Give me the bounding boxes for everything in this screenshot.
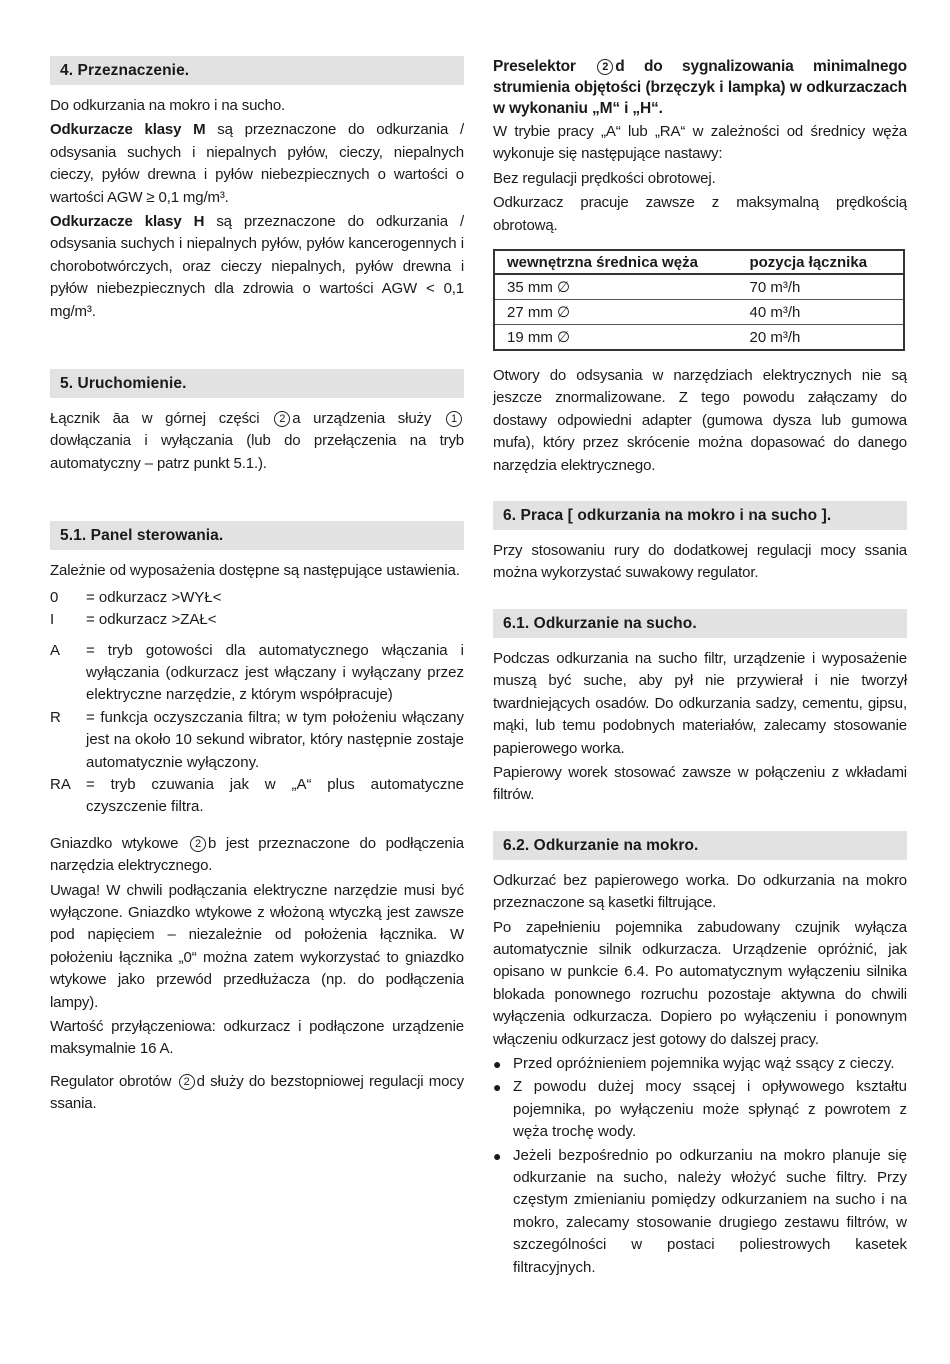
setting-value: = odkurzacz >WYŁ< (86, 588, 222, 606)
setting-row (50, 707, 464, 774)
settings-list (50, 587, 464, 819)
adapter-text: Otwory do odsysania w narzędziach elektrycznych nie są jeszcze znormalizowane. Z tego powodu załączamy do dostawy odpowiedni adapter (gumowa dysza lub gumowa mufa), który przez skrócenie można dopasować do danego narzędzia elektrycznego. (493, 367, 907, 474)
table-header: wewnętrzna średnica węża (494, 250, 749, 274)
class-m-text: są przeznaczone do odkurzania / odsysania suchych i niepalnych pyłów, cieczy, niepalnych cieczy, pyłów drewna i pyłów niebezpiecznych o wartości o wartości AGW ≥ 0,1 mg/m³. (50, 121, 464, 206)
preselector-text-2: Bez regulacji prędkości obrotowej. (493, 169, 716, 187)
socket-text-a: Gniazdko wtykowe (50, 834, 188, 852)
preselector-text-3: Odkurzacz pracuje zawsze z maksymalną prędkością obrotową. (493, 194, 907, 234)
preselector-text-1: W trybie pracy „A“ lub „RA“ w zależności od średnicy węża wykonuje się następujące nastawy: (493, 123, 907, 163)
callout-number: 2 (597, 59, 613, 75)
section-6-2-heading: 6.2. Odkurzanie na mokro. (493, 831, 907, 860)
s4-class-m (50, 119, 464, 209)
class-h-label: Odkurzacze klasy H (50, 213, 205, 231)
reg-text-a: Regulator obrotów (50, 1072, 177, 1090)
section-6-1-heading: 6.1. Odkurzanie na sucho. (493, 609, 907, 638)
setting-key: 0 (50, 588, 59, 606)
table-row (494, 325, 904, 351)
table-cell: 35 mm ∅ (494, 274, 749, 300)
s5-text-a: Łącznik āa w górnej części (50, 410, 273, 428)
setting-value: = tryb czuwania jak w „A“ plus automatyczne czyszczenie filtra. (86, 775, 464, 816)
table-cell: 19 mm ∅ (507, 329, 571, 347)
preselector-heading (493, 56, 907, 119)
setting-row (50, 774, 464, 819)
s51-intro: Zależnie od wyposażenia dostępne są następujące ustawienia. (50, 562, 460, 580)
socket-text-b: b jest przeznaczone do podłączenia narzędzia elektrycznego. (50, 834, 464, 875)
table-header-row (494, 250, 904, 274)
s5-text-b: a urządzenia służy (292, 410, 444, 428)
section-5-heading: 5. Uruchomienie. (50, 369, 464, 398)
right-column (493, 56, 907, 1280)
table-cell: 40 m³/h (749, 300, 904, 325)
callout-number: 1 (446, 411, 462, 427)
table-cell: 70 m³/h (749, 274, 904, 300)
s62-text-2: Po zapełnieniu pojemnika zabudowany czujnik wyłącza automatycznie silnik odkurzacza. Urządzenie opróżnić, jak opisano w punkcie 6.4. Po automatycznym wyłączeniu silnika blokada ponownego rozruchu pozostaje aktywna do chwili wyłączenia odkurzacza. Dopiero po wyłączeniu i ponownym włączeniu odkurzacz jest gotowy do dalszej pracy. (493, 918, 907, 1048)
setting-row (50, 640, 464, 707)
callout-number: 2 (190, 836, 206, 852)
table-row (494, 274, 904, 300)
speed-regulator-text (50, 1071, 464, 1116)
setting-key: I (50, 611, 55, 629)
wet-vacuum-tips (493, 1053, 907, 1279)
reg-text-b: d służy do bezstopniowej regulacji mocy ssania. (50, 1072, 465, 1113)
table-header: pozycja łącznika (749, 250, 904, 274)
socket-text (50, 833, 464, 878)
setting-value: = tryb gotowości dla automatycznego włączania i wyłączania (odkurzacz jest włączany i wyłączany przez elektryczne narzędzie, z którym współpracuje) (86, 641, 464, 704)
class-m-label: Odkurzacze klasy M (50, 121, 206, 139)
s4-intro: Do odkurzania na mokro i na sucho. (50, 97, 286, 114)
left-column (50, 56, 464, 1118)
setting-key: RA (50, 775, 71, 793)
list-item: ● Przed opróżnieniem pojemnika wyjąc wąż ssący z cieczy. (493, 1053, 907, 1075)
s6-text: Przy stosowaniu rury do dodatkowej regulacji mocy ssania można wykorzystać suwakowy regulator. (493, 542, 907, 582)
s4-class-h (50, 211, 464, 323)
warning-text: Uwaga! W chwili podłączania elektryczne narzędzie musi być wyłączone. Gniazdko wtykowe z włożoną wtyczką jest zawsze pod napięciem – niezależnie od położenia łącznika. W położeniu łącznika „0“ można zatem wykorzystać to gniazdko wtykowe jako przewód przedłużacza (np. do podłączenia lampy). (50, 881, 464, 1011)
table-cell: 27 mm ∅ (494, 300, 749, 325)
section-6-heading: 6. Praca [ odkurzania na mokro i na sucho ]. (493, 501, 907, 530)
setting-key: R (50, 708, 61, 726)
list-item: ● Z powodu dużej mocy ssącej i opływowego kształtu pojemnika, po wyłączeniu może spłynąć z powrotem z węża trochę wody. (493, 1076, 907, 1143)
table-cell: 20 m³/h (749, 329, 801, 347)
callout-number: 2 (179, 1074, 195, 1090)
setting-key: A (50, 641, 61, 659)
setting-row (50, 587, 464, 609)
s62-text-1: Odkurzać bez papierowego worka. Do odkurzania na mokro przeznaczone są kasetki filtrujące. (493, 871, 907, 912)
s61-text-2: Papierowy worek stosować zawsze w połączeniu z wkładami filtrów. (493, 763, 907, 804)
class-h-text: są przeznaczone do odkurzania / odsysania suchych i niepalnych pyłów, pyłów kancerogennych i chorobotwórczych, oraz cieczy niepalnych, pyłów drewna i pyłów niebezpiecznych dla zdrowia o wartości AGW < 0,1 mg/m³. (50, 213, 464, 320)
power-rating: Wartość przyłączeniowa: odkurzacz i podłączone urządzenie maksymalnie 16 A. (50, 1018, 464, 1058)
callout-number: 2 (274, 411, 290, 427)
setting-row (50, 609, 464, 631)
s5-text (50, 408, 464, 475)
hose-table (493, 249, 905, 351)
setting-value: = odkurzacz >ZAŁ< (86, 611, 217, 629)
setting-value: = funkcja oczyszczania filtra; w tym położeniu włączany jest na około 10 sekund wibrator, który następnie zostaje automatycznie wyłączony. (86, 708, 464, 771)
s5-text-c: dowłączania i wyłączania (lub do przełączenia na tryb automatyczny – patrz punkt 5.1.). (50, 432, 464, 472)
preselector-heading-a: Preselektor (493, 58, 596, 75)
section-4-heading: 4. Przeznaczenie. (50, 56, 464, 85)
list-item: ● Jeżeli bezpośrednio po odkurzaniu na mokro planuje się odkurzanie na sucho, należy włożyć suche filtry. Przy częstym zmienianiu pomiędzy odkurzaniem na sucho i na mokro, zalecamy stosowanie drugiego zestawu filtrów, w szczególności w postaci poliestrowych kasetek filtracyjnych. (493, 1145, 907, 1279)
table-row (494, 300, 904, 325)
s61-text-1: Podczas odkurzania na sucho filtr, urządzenie i wyposażenie muszą być suche, aby pył nie przywierał i nie tworzył twardniejących osadów. Do odkurzania sadzy, cementu, gipsu, mąki, lub temu podobnych materiałów, zalecamy stosowanie papierowego worka. (493, 649, 907, 757)
section-5-1-heading: 5.1. Panel sterowania. (50, 521, 464, 550)
preselector-heading-b: d do sygnalizowania minimalnego strumienia objętości (brzęczyk i lampka) w odkurzaczach w wykonaniu „M“ i „H“. (493, 58, 907, 117)
